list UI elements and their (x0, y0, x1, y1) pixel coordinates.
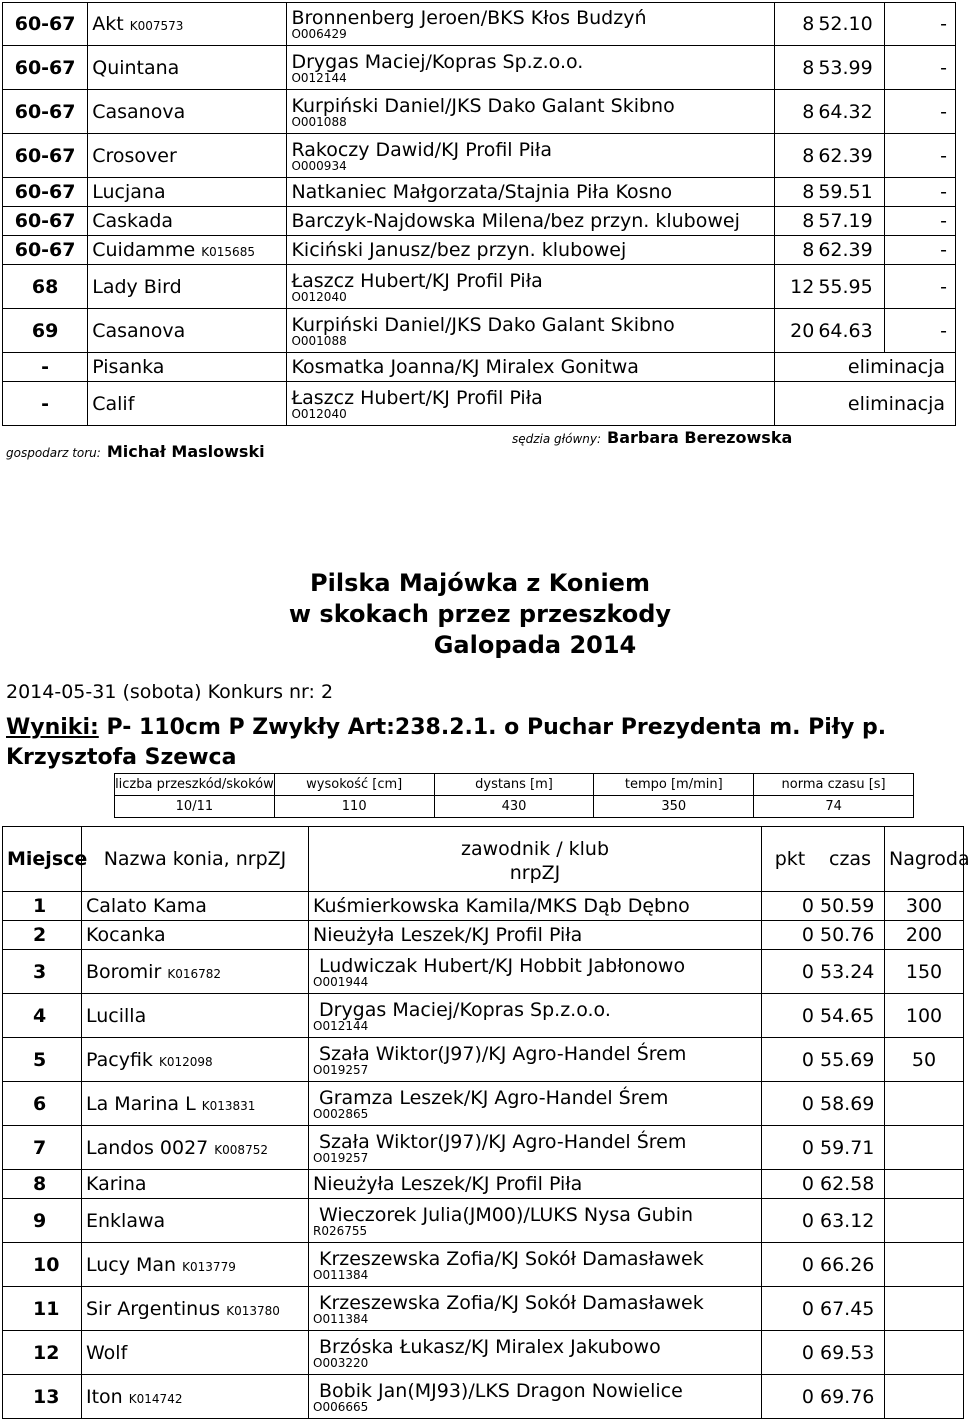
pkt-cell: 0 (762, 1038, 817, 1082)
time-cell: 52.10 (816, 3, 884, 46)
wyniki-label: Wyniki: (6, 715, 99, 740)
prize-cell: - (885, 309, 956, 353)
place-cell: 12 (3, 1331, 82, 1375)
status-cell: eliminacja (775, 382, 956, 426)
header-horse: Nazwa konia, nrpZJ (82, 827, 309, 892)
rider-id: O001944 (313, 974, 369, 989)
horse-cell (82, 1038, 309, 1082)
rider-name: Kiciński Janusz/bez przyn. klubowej (291, 239, 627, 261)
results-row (3, 1170, 964, 1199)
rider-cell (287, 90, 775, 134)
horse-id: K015685 (201, 245, 255, 259)
time-cell: 62.58 (816, 1170, 885, 1199)
rider-cell (287, 353, 775, 382)
results-table (2, 826, 970, 1419)
rider-cell (309, 1199, 762, 1243)
time-cell: 69.76 (816, 1375, 885, 1419)
judge-label: sędzia główny: (512, 432, 602, 446)
results-header-row (3, 827, 964, 892)
results-row (3, 921, 964, 950)
horse-name: Lucy Man (86, 1253, 177, 1276)
rider-cell (287, 207, 775, 236)
time-cell: 58.69 (816, 1082, 885, 1126)
param-header: liczba przeszkód/skoków (115, 774, 275, 796)
place-cell: 60-67 (3, 46, 88, 90)
rider-id: R026755 (313, 1223, 368, 1238)
pkt-cell: 0 (762, 1170, 817, 1199)
pkt-cell: 0 (762, 1199, 817, 1243)
horse-cell (88, 178, 287, 207)
header-place: Miejsce (3, 827, 82, 892)
rider-name: Gramza Leszek/KJ Agro-Handel Śrem (319, 1086, 669, 1109)
time-cell: 69.53 (816, 1331, 885, 1375)
results-row (3, 1243, 964, 1287)
prize-cell: 200 (885, 921, 964, 950)
time-cell: 50.59 (816, 892, 885, 921)
header-pkt: pkt (762, 827, 817, 892)
param-value: 110 (274, 796, 434, 818)
rider-name: Łaszcz Hubert/KJ Profil Piła (291, 269, 543, 292)
prize-cell (885, 1287, 964, 1331)
results-row (3, 1199, 964, 1243)
place-cell: 6 (3, 1082, 82, 1126)
place-cell: 60-67 (3, 3, 88, 46)
results-row (3, 1375, 964, 1419)
rider-name: Rakoczy Dawid/KJ Profil Piła (291, 138, 552, 161)
param-value: 10/11 (115, 796, 275, 818)
horse-cell (82, 950, 309, 994)
rider-id: O001088 (291, 114, 347, 129)
pkt-cell: 8 (775, 236, 817, 265)
horse-id: K013779 (182, 1259, 236, 1274)
param-value: 74 (754, 796, 914, 818)
prize-cell: - (885, 3, 956, 46)
time-cell: 53.24 (816, 950, 885, 994)
host-name: Michał Maslowski (106, 442, 265, 461)
rider-id: O019257 (313, 1150, 369, 1165)
horse-cell (88, 46, 287, 90)
time-cell: 62.39 (816, 134, 884, 178)
results-row (3, 950, 964, 994)
horse-name: Boromir (86, 960, 162, 983)
param-header: norma czasu [s] (754, 774, 914, 796)
rider-cell (309, 1375, 762, 1419)
rider-id: O000934 (291, 158, 347, 173)
prize-cell (885, 1199, 964, 1243)
time-cell: 63.12 (816, 1199, 885, 1243)
place-cell: 60-67 (3, 90, 88, 134)
horse-name: Karina (86, 1173, 147, 1195)
horse-name: Calato Kama (86, 895, 207, 917)
pkt-cell: 0 (762, 1331, 817, 1375)
horse-name: Casanova (92, 100, 186, 123)
rider-cell (309, 1287, 762, 1331)
place-cell: 4 (3, 994, 82, 1038)
horse-id: K013831 (201, 1098, 256, 1113)
place-cell: 68 (3, 265, 88, 309)
pkt-cell: 0 (762, 921, 817, 950)
horse-cell (82, 1199, 309, 1243)
prize-cell (885, 1082, 964, 1126)
rider-cell (309, 1038, 762, 1082)
horse-name: Akt (92, 13, 124, 35)
rider-name: Drygas Maciej/Kopras Sp.z.o.o. (319, 998, 611, 1021)
previous-row (3, 3, 956, 46)
results-row (3, 892, 964, 921)
pkt-cell: 0 (762, 1126, 817, 1170)
horse-cell (88, 353, 287, 382)
pkt-cell: 0 (762, 1287, 817, 1331)
rider-name: Nieużyła Leszek/KJ Profil Piła (313, 924, 583, 946)
place-cell: 9 (3, 1199, 82, 1243)
horse-id: K013780 (226, 1303, 280, 1318)
time-cell: 54.65 (816, 994, 885, 1038)
results-row (3, 994, 964, 1038)
time-cell: 67.45 (816, 1287, 885, 1331)
horse-name: Sir Argentinus (86, 1297, 221, 1320)
previous-row (3, 90, 956, 134)
time-cell: 59.51 (816, 178, 884, 207)
time-cell: 53.99 (816, 46, 884, 90)
rider-name: Drygas Maciej/Kopras Sp.z.o.o. (291, 50, 584, 73)
rider-name: Barczyk-Najdowska Milena/bez przyn. klubowej (291, 210, 740, 232)
place-cell: 69 (3, 309, 88, 353)
time-cell: 57.19 (816, 207, 884, 236)
horse-name: Quintana (92, 56, 180, 79)
place-cell: 5 (3, 1038, 82, 1082)
pkt-cell: 0 (762, 994, 817, 1038)
pkt-cell: 0 (762, 950, 817, 994)
rider-cell (309, 1331, 762, 1375)
rider-name: Kuśmierkowska Kamila/MKS Dąb Dębno (313, 895, 690, 917)
header-czas: czas (816, 827, 885, 892)
rider-cell (287, 265, 775, 309)
horse-cell (82, 1331, 309, 1375)
pkt-cell: 8 (775, 178, 817, 207)
horse-name: Lucilla (86, 1004, 147, 1027)
results-row (3, 1082, 964, 1126)
place-cell: - (3, 382, 88, 426)
horse-cell (82, 1243, 309, 1287)
header-rider-line-2: nrpZJ (509, 862, 561, 884)
results-row (3, 1126, 964, 1170)
horse-id: K007573 (129, 19, 184, 33)
rider-cell (309, 1126, 762, 1170)
place-cell: 3 (3, 950, 82, 994)
rider-cell (287, 178, 775, 207)
event-date: 2014-05-31 (sobota) Konkurs nr: 2 (6, 681, 334, 703)
horse-cell (82, 1287, 309, 1331)
horse-name: Wolf (86, 1341, 128, 1364)
rider-cell (287, 382, 775, 426)
horse-cell (88, 236, 287, 265)
place-cell: 8 (3, 1170, 82, 1199)
horse-cell (88, 134, 287, 178)
horse-cell (82, 994, 309, 1038)
rider-name: Kurpiński Daniel/JKS Dako Galant Skibno (291, 313, 675, 336)
rider-id: O011384 (313, 1311, 369, 1326)
prize-cell (885, 1375, 964, 1419)
rider-name: Szała Wiktor(J97)/KJ Agro-Handel Śrem (319, 1042, 687, 1065)
rider-name: Krzeszewska Zofia/KJ Sokół Damasławek (319, 1247, 704, 1270)
rider-name: Łaszcz Hubert/KJ Profil Piła (291, 386, 543, 409)
title-line-2: w skokach przez przeszkody (288, 600, 672, 628)
params-header-row (115, 774, 914, 796)
horse-cell (82, 1126, 309, 1170)
rider-cell (287, 3, 775, 46)
horse-cell (88, 265, 287, 309)
rider-cell (309, 994, 762, 1038)
param-value: 350 (594, 796, 754, 818)
previous-row (3, 178, 956, 207)
rider-id: O003220 (313, 1355, 369, 1370)
horse-name: Lucjana (92, 181, 166, 203)
rider-cell (287, 134, 775, 178)
rider-name: Bobik Jan(MJ93)/LKS Dragon Nowielice (319, 1379, 683, 1402)
horse-name: Casanova (92, 319, 186, 342)
pkt-cell: 0 (762, 1375, 817, 1419)
prize-cell: - (885, 236, 956, 265)
rider-name: Kosmatka Joanna/KJ Miralex Gonitwa (291, 356, 639, 378)
rider-cell (309, 1243, 762, 1287)
place-cell: - (3, 353, 88, 382)
pkt-cell: 8 (775, 90, 817, 134)
time-cell: 64.63 (816, 309, 884, 353)
course-designer (6, 442, 265, 461)
rider-id: O019257 (313, 1062, 369, 1077)
pkt-cell: 20 (775, 309, 817, 353)
rider-cell (309, 950, 762, 994)
rider-id: O012144 (313, 1018, 369, 1033)
place-cell: 10 (3, 1243, 82, 1287)
competition-heading (6, 713, 956, 773)
prize-cell (885, 1126, 964, 1170)
place-cell: 60-67 (3, 236, 88, 265)
place-cell: 7 (3, 1126, 82, 1170)
horse-id: K008752 (214, 1142, 268, 1157)
rider-cell (287, 309, 775, 353)
previous-results-table (2, 2, 956, 426)
horse-name: Lady Bird (92, 275, 182, 298)
horse-id: K016782 (167, 966, 222, 981)
previous-row (3, 134, 956, 178)
param-header: tempo [m/min] (594, 774, 754, 796)
previous-row (3, 309, 956, 353)
pkt-cell: 0 (762, 892, 817, 921)
horse-name: Crosover (92, 144, 177, 167)
judge-name: Barbara Berezowska (607, 428, 793, 447)
prize-cell: - (885, 134, 956, 178)
horse-name: Pacyfik (86, 1048, 153, 1071)
rider-cell (309, 921, 762, 950)
time-cell: 50.76 (816, 921, 885, 950)
rider-name: Natkaniec Małgorzata/Stajnia Piła Kosno (291, 181, 673, 203)
results-row (3, 1331, 964, 1375)
event-title (0, 568, 960, 661)
horse-cell (88, 90, 287, 134)
rider-name: Ludwiczak Hubert/KJ Hobbit Jabłonowo (319, 954, 686, 977)
previous-row (3, 353, 956, 382)
horse-name: Calif (92, 392, 135, 415)
pkt-cell: 8 (775, 46, 817, 90)
host-label: gospodarz toru: (6, 446, 101, 460)
rider-id: O011384 (313, 1267, 369, 1282)
header-rider (309, 827, 762, 892)
place-cell: 13 (3, 1375, 82, 1419)
rider-cell (287, 46, 775, 90)
pkt-cell: 8 (775, 134, 817, 178)
previous-row (3, 236, 956, 265)
horse-cell (88, 207, 287, 236)
rider-id: O012040 (291, 406, 347, 421)
rider-id: O001088 (291, 333, 347, 348)
place-cell: 11 (3, 1287, 82, 1331)
horse-name: La Marina L (86, 1092, 196, 1115)
prize-cell: - (885, 90, 956, 134)
rider-name: Wieczorek Julia(JM00)/LUKS Nysa Gubin (319, 1203, 694, 1226)
rider-name: Bronnenberg Jeroen/BKS Kłos Budzyń (291, 7, 647, 29)
previous-row (3, 265, 956, 309)
pkt-cell: 8 (775, 207, 817, 236)
header-nagroda: Nagroda (885, 827, 964, 892)
place-cell: 60-67 (3, 134, 88, 178)
params-values-row (115, 796, 914, 818)
previous-row (3, 46, 956, 90)
time-cell: 64.32 (816, 90, 884, 134)
chief-judge (512, 428, 792, 447)
prize-cell: - (885, 46, 956, 90)
rider-cell (309, 892, 762, 921)
horse-name: Iton (86, 1385, 123, 1408)
time-cell: 59.71 (816, 1126, 885, 1170)
previous-row (3, 207, 956, 236)
rider-cell (309, 1082, 762, 1126)
horse-cell (82, 892, 309, 921)
pkt-cell: 0 (762, 1243, 817, 1287)
rider-name: Szała Wiktor(J97)/KJ Agro-Handel Śrem (319, 1130, 687, 1153)
pkt-cell: 8 (775, 3, 817, 46)
prize-cell: - (885, 207, 956, 236)
rider-cell (309, 1170, 762, 1199)
rider-id: O012040 (291, 289, 347, 304)
horse-cell (82, 1375, 309, 1419)
prize-cell: 150 (885, 950, 964, 994)
pkt-cell: 12 (775, 265, 817, 309)
rider-cell (287, 236, 775, 265)
results-row (3, 1287, 964, 1331)
place-cell: 60-67 (3, 178, 88, 207)
rider-name: Nieużyła Leszek/KJ Profil Piła (313, 1173, 583, 1195)
prize-cell (885, 1170, 964, 1199)
horse-name: Cuidamme (92, 239, 196, 261)
horse-name: Landos 0027 (86, 1136, 209, 1159)
pkt-cell: 0 (762, 1082, 817, 1126)
time-cell: 62.39 (816, 236, 884, 265)
rider-name: Brzóska Łukasz/KJ Miralex Jakubowo (319, 1335, 661, 1358)
horse-cell (88, 309, 287, 353)
place-cell: 60-67 (3, 207, 88, 236)
status-cell: eliminacja (775, 353, 956, 382)
header-rider-line-1: zawodnik / klub (460, 838, 610, 860)
time-cell: 66.26 (816, 1243, 885, 1287)
prize-cell: - (885, 178, 956, 207)
place-cell: 2 (3, 921, 82, 950)
horse-name: Kocanka (86, 924, 166, 946)
competition-name: P- 110cm P Zwykły Art:238.2.1. o Puchar Prezydenta m. Piły p. Krzysztofa Szewca (6, 715, 887, 770)
rider-id: O006429 (291, 27, 347, 41)
horse-name: Enklawa (86, 1209, 166, 1232)
prize-cell (885, 1331, 964, 1375)
rider-id: O006665 (313, 1399, 369, 1414)
rider-id: O002865 (313, 1106, 369, 1121)
horse-cell (88, 3, 287, 46)
prize-cell: 100 (885, 994, 964, 1038)
results-row (3, 1038, 964, 1082)
horse-name: Pisanka (92, 356, 165, 378)
horse-cell (82, 1082, 309, 1126)
prize-cell: 50 (885, 1038, 964, 1082)
previous-row (3, 382, 956, 426)
course-parameters-table (114, 773, 914, 818)
horse-cell (82, 1170, 309, 1199)
param-header: wysokość [cm] (274, 774, 434, 796)
horse-cell (82, 921, 309, 950)
time-cell: 55.95 (816, 265, 884, 309)
prize-cell (885, 1243, 964, 1287)
rider-id: O012144 (291, 70, 347, 85)
time-cell: 55.69 (816, 1038, 885, 1082)
prize-cell: 300 (885, 892, 964, 921)
title-line-3: Galopada 2014 (433, 631, 637, 659)
horse-name: Caskada (92, 210, 174, 232)
title-line-1: Pilska Majówka z Koniem (310, 569, 650, 597)
param-value: 430 (434, 796, 594, 818)
place-cell: 1 (3, 892, 82, 921)
prize-cell: - (885, 265, 956, 309)
horse-id: K012098 (158, 1054, 213, 1069)
horse-id: K014742 (128, 1391, 183, 1406)
param-header: dystans [m] (434, 774, 594, 796)
horse-cell (88, 382, 287, 426)
rider-name: Kurpiński Daniel/JKS Dako Galant Skibno (291, 94, 675, 117)
rider-name: Krzeszewska Zofia/KJ Sokół Damasławek (319, 1291, 704, 1314)
